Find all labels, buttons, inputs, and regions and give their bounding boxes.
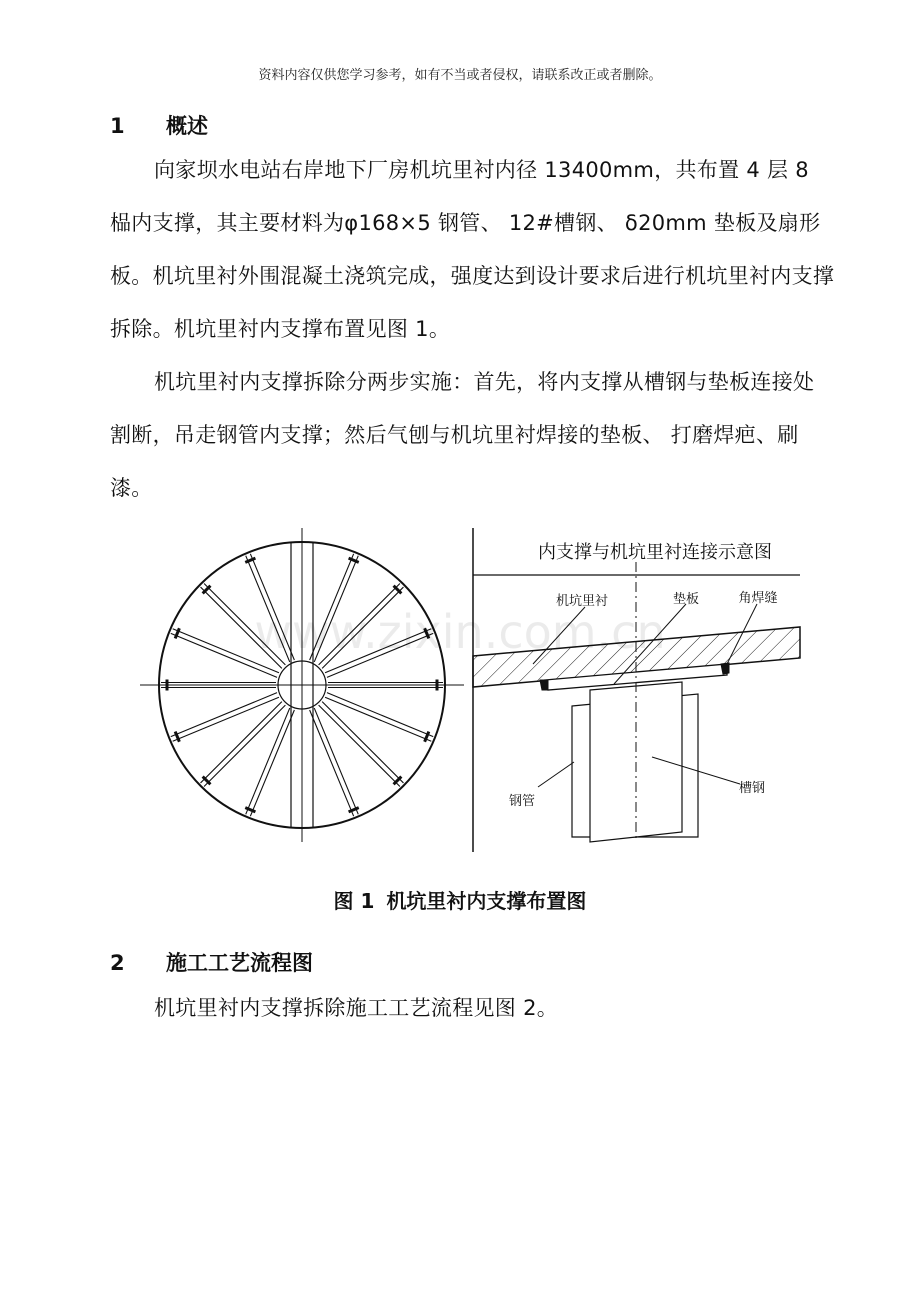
label-channel: 槽钢 [738,781,766,796]
detail-title: 内支撑与机坑里衬连接示意图 [538,542,772,563]
section-1-title: 概述 [166,114,208,138]
label-pipe: 钢管 [508,794,536,809]
radial-brace-line [173,697,279,741]
figure-1-caption-text: 机坑里衬内支撑布置图 [386,889,587,913]
figure-1 [0,522,920,862]
section-1-number: 1 [110,114,125,138]
radial-brace-line [246,708,290,814]
section-2-paragraph-1: 机坑里衬内支撑拆除施工工艺流程见图 2。 [154,996,559,1020]
section-1-paragraph-2: 机坑里衬内支撑拆除分两步实施：首先，将内支撑从槽钢与垫板连接处割断，吊走钢管内支撑；然后气刨与机坑里衬焊接的垫板、 打磨焊疤、刷漆。 [110,370,815,500]
brace-end-plate [203,586,211,594]
label-pad: 垫板 [672,592,700,607]
watermark: www.zixin.com.cn [254,605,666,659]
section-2-title: 施工工艺流程图 [166,951,313,975]
figure-1-caption-number: 图 1 [333,889,375,913]
brace-end-plate [394,586,402,594]
section-2-number: 2 [110,951,125,975]
radial-brace-line [314,708,358,814]
label-lining: 机坑里衬 [555,594,609,609]
figure-1-caption [0,885,920,914]
plan-layout-diagram [140,528,464,842]
section-1-heading [110,110,208,140]
radial-brace-line [325,697,431,741]
section-2-heading [110,947,313,977]
section-1-paragraph-1: 向家坝水电站右岸地下厂房机坑里衬内径 13400mm，共布置 4 层 8 榀内支撑，其主要材料为φ168×5 钢管、 12#槽钢、 δ20mm 垫板及扇形板。机坑里衬外围混凝土浇筑完成，强度达到设计要求后进行机坑里衬内支撑拆除。机坑里衬内支撑布置见图 1。 [110,158,835,341]
connection-detail-diagram [473,528,800,852]
brace-end-plate [203,777,211,785]
label-weld: 角焊缝 [738,591,778,606]
brace-end-plate [394,777,402,785]
header-disclaimer: 资料内容仅供您学习参考，如有不当或者侵权，请联系改正或者删除。 [258,68,662,83]
